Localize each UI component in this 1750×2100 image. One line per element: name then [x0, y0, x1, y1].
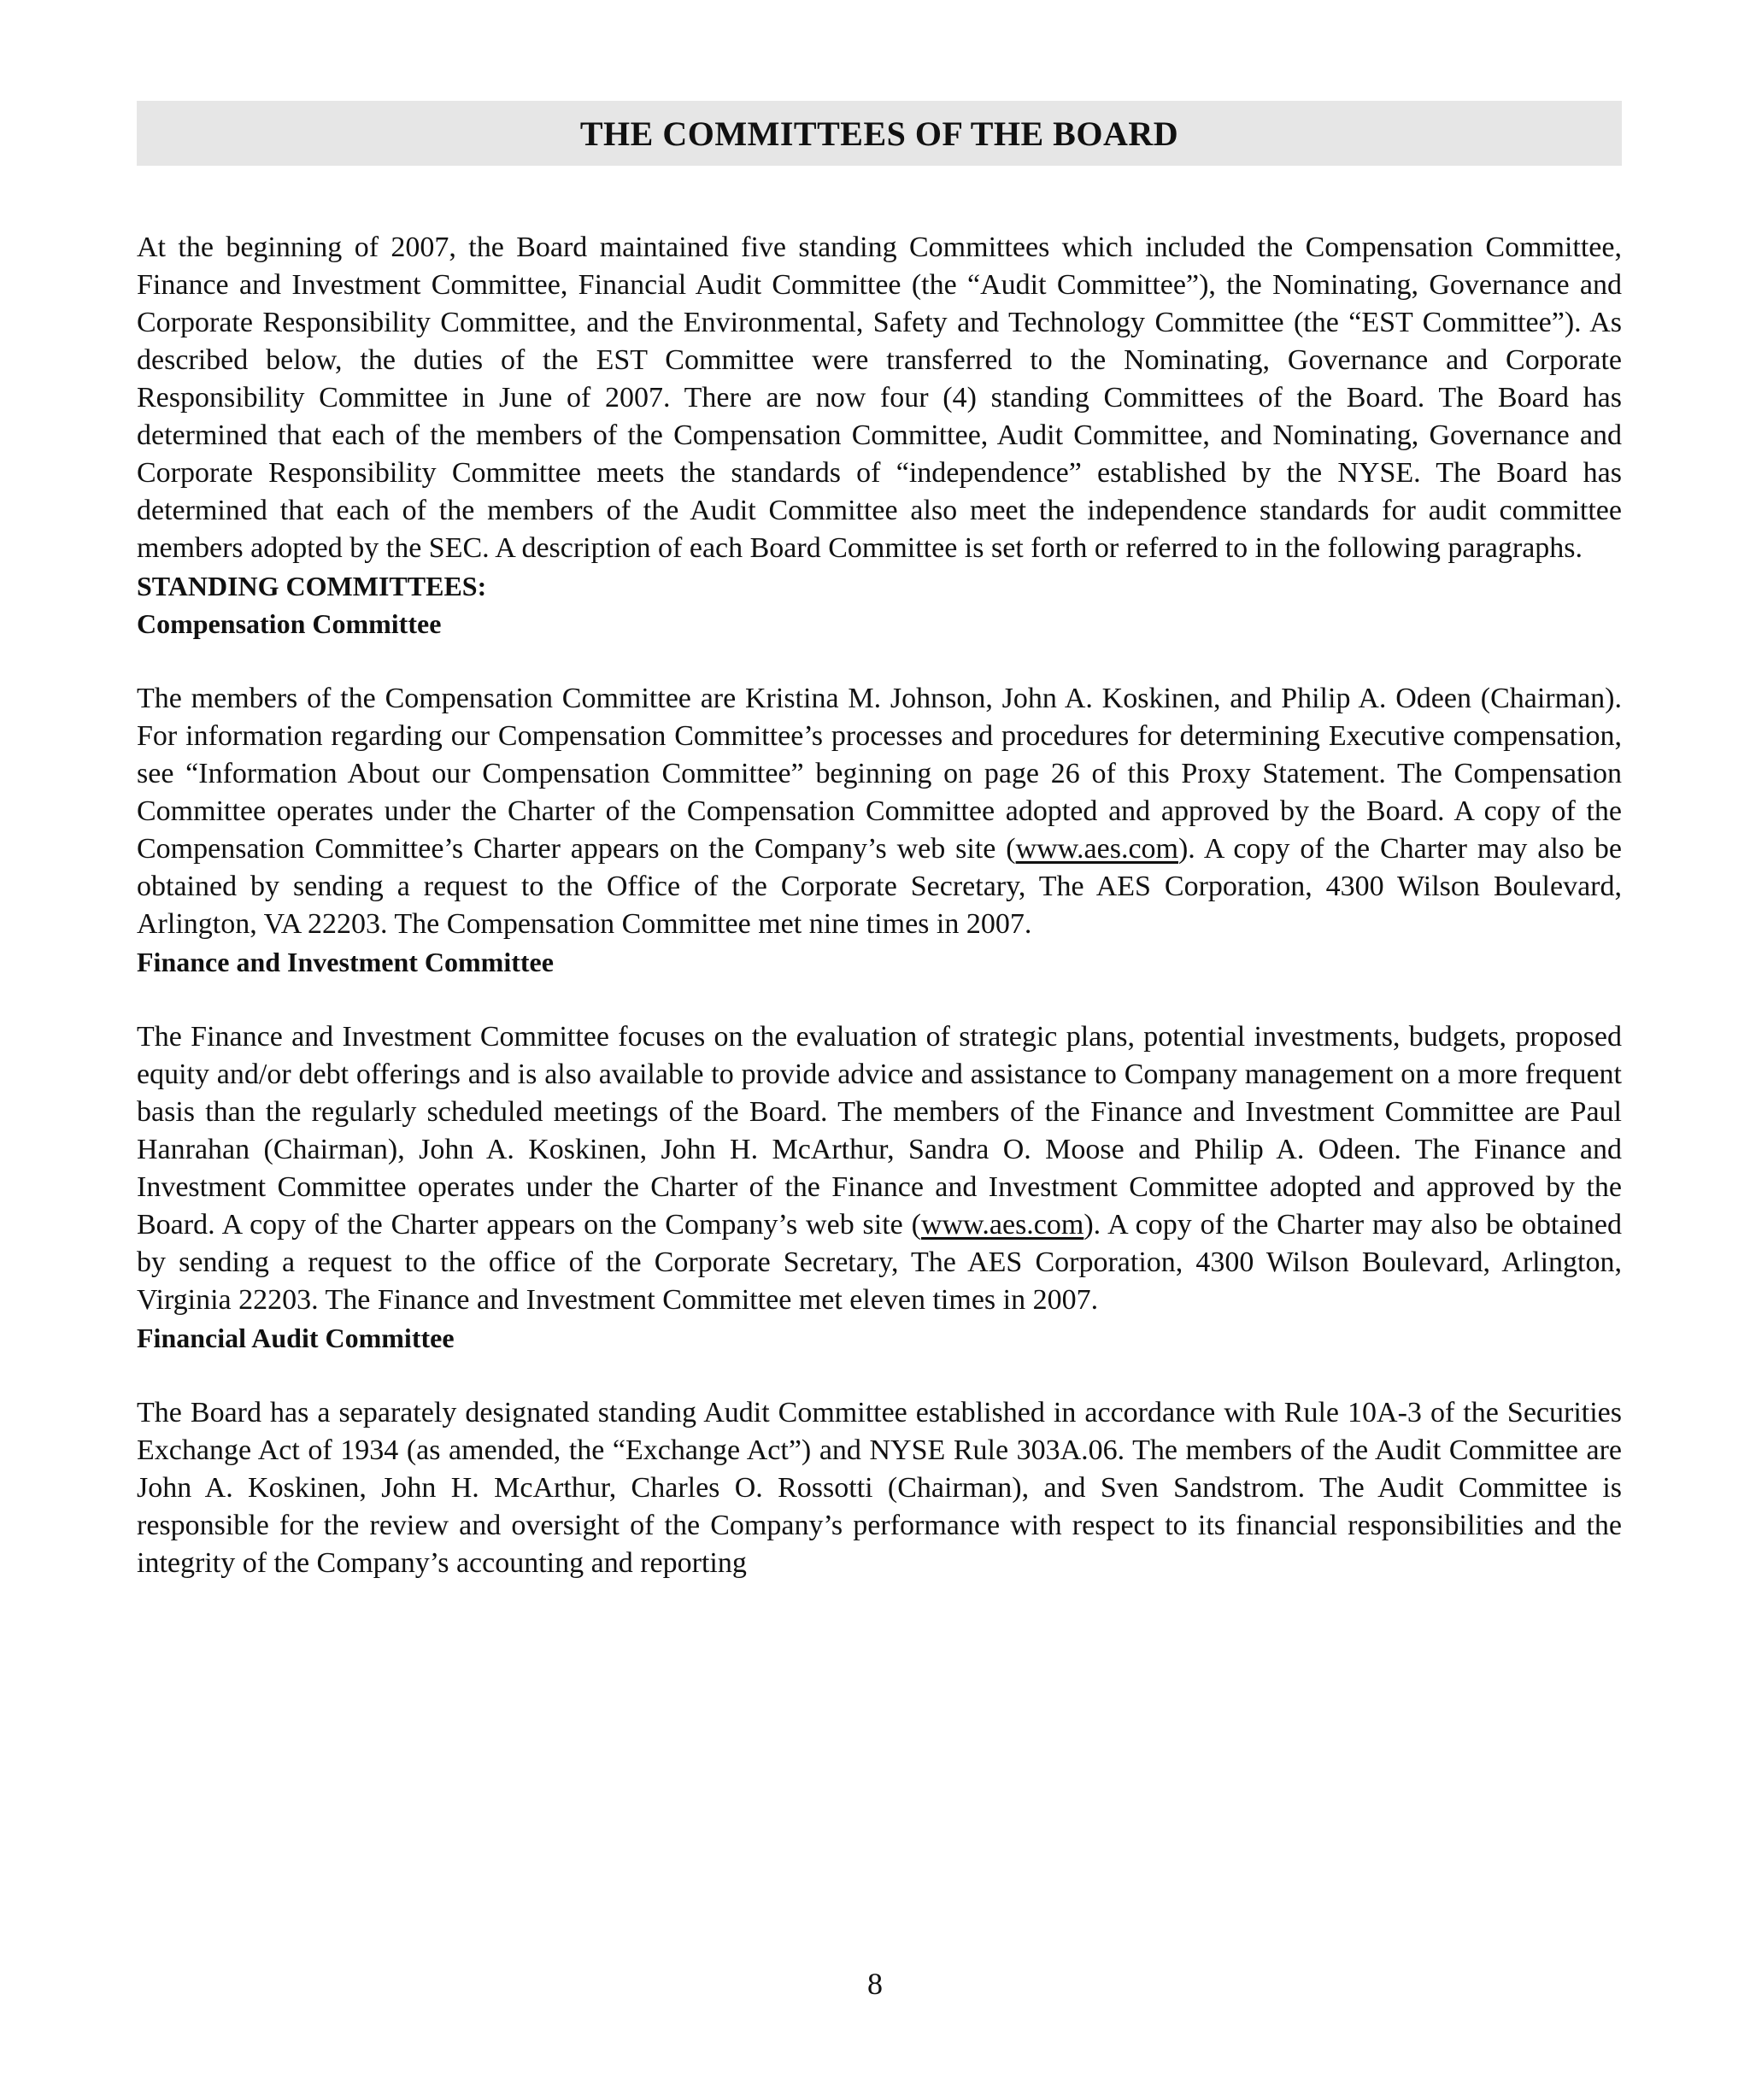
document-body	[137, 229, 1622, 1582]
finance-committee-paragraph	[137, 1018, 1622, 1319]
compensation-text-part1: The members of the Compensation Committee are Kristina M. Johnson, John A. Koskinen, and Philip A. Odeen (Chairman). For information regarding our Compensation Committee’s processes and procedures for determining Executive compensation, see “Information About our Compensation Committee” beginning on page 26 of this Proxy Statement. The Compensation Committee operates under the Charter of the Compensation Committee adopted and approved by the Board. A copy of the Compensation Committee’s Charter appears on the Company’s web site (	[137, 683, 1622, 865]
audit-committee-paragraph: The Board has a separately designated standing Audit Committee established in accordance with Rule 10A-3 of the Securities Exchange Act of 1934 (as amended, the “Exchange Act”) and NYSE Rule 303A.06. The members of the Audit Committee are John A. Koskinen, John H. McArthur, Charles O. Rossotti (Chairman), and Sven Sandstrom. The Audit Committee is responsible for the review and oversight of the Company’s performance with respect to its financial responsibilities and the integrity of the Company’s accounting and reporting	[137, 1397, 1622, 1579]
audit-committee-heading: Financial Audit Committee	[137, 1323, 455, 1353]
intro-paragraph: At the beginning of 2007, the Board maintained five standing Committees which included the Compensation Committee, Finance and Investment Committee, Financial Audit Committee (the “Audit Committee”), the Nominating, Governance and Corporate Responsibility Committee, and the Environmental, Safety and Technology Committee (the “EST Committee”). As described below, the duties of the EST Committee were transferred to the Nominating, Governance and Corporate Responsibility Committee in June of 2007. There are now four (4) standing Committees of the Board. The Board has determined that each of the members of the Compensation Committee, Audit Committee, and Nominating, Governance and Corporate Responsibility Committee meets the standards of “independence” established by the NYSE. The Board has determined that each of the members of the Audit Committee also meet the independence standards for audit committee members adopted by the SEC. A description of each Board Committee is set forth or referred to in the following paragraphs.	[137, 232, 1622, 564]
compensation-committee-paragraph	[137, 680, 1622, 943]
document-page	[137, 101, 1622, 1582]
page-number: 8	[867, 1967, 883, 2001]
title-banner	[137, 101, 1622, 166]
standing-committees-heading: STANDING COMMITTEES:	[137, 571, 487, 601]
finance-text-part2: ). A copy of the Charter may also be obtained by sending a request to the office of the Corporate Secretary, The AES Corporation, 4300 Wilson Boulevard, Arlington, Virginia 22203. The Finance and Investment Committee met eleven times in 2007.	[137, 1209, 1622, 1316]
page-title: THE COMMITTEES OF THE BOARD	[579, 114, 1179, 153]
finance-committee-heading: Finance and Investment Committee	[137, 947, 554, 977]
compensation-text-part2: ). A copy of the Charter may also be obtained by sending a request to the Office of the Corporate Secretary, The AES Corporation, 4300 Wilson Boulevard, Arlington, VA 22203. The Compensation Committee met nine times in 2007.	[137, 833, 1623, 940]
finance-text-part1: The Finance and Investment Committee focuses on the evaluation of strategic plans, potential investments, budgets, proposed equity and/or debt offerings and is also available to provide advice and assistance to Company management on a more frequent basis than the regularly scheduled meetings of the Board. The members of the Finance and Investment Committee are Paul Hanrahan (Chairman), John A. Koskinen, John H. McArthur, Sandra O. Moose and Philip A. Odeen. The Finance and Investment Committee operates under the Charter of the Finance and Investment Committee adopted and approved by the Board. A copy of the Charter appears on the Company’s web site (	[137, 1021, 1622, 1241]
aes-website-link[interactable]: www.aes.com	[1015, 833, 1178, 865]
aes-website-link[interactable]: www.aes.com	[920, 1209, 1084, 1241]
compensation-committee-heading: Compensation Committee	[137, 608, 442, 639]
